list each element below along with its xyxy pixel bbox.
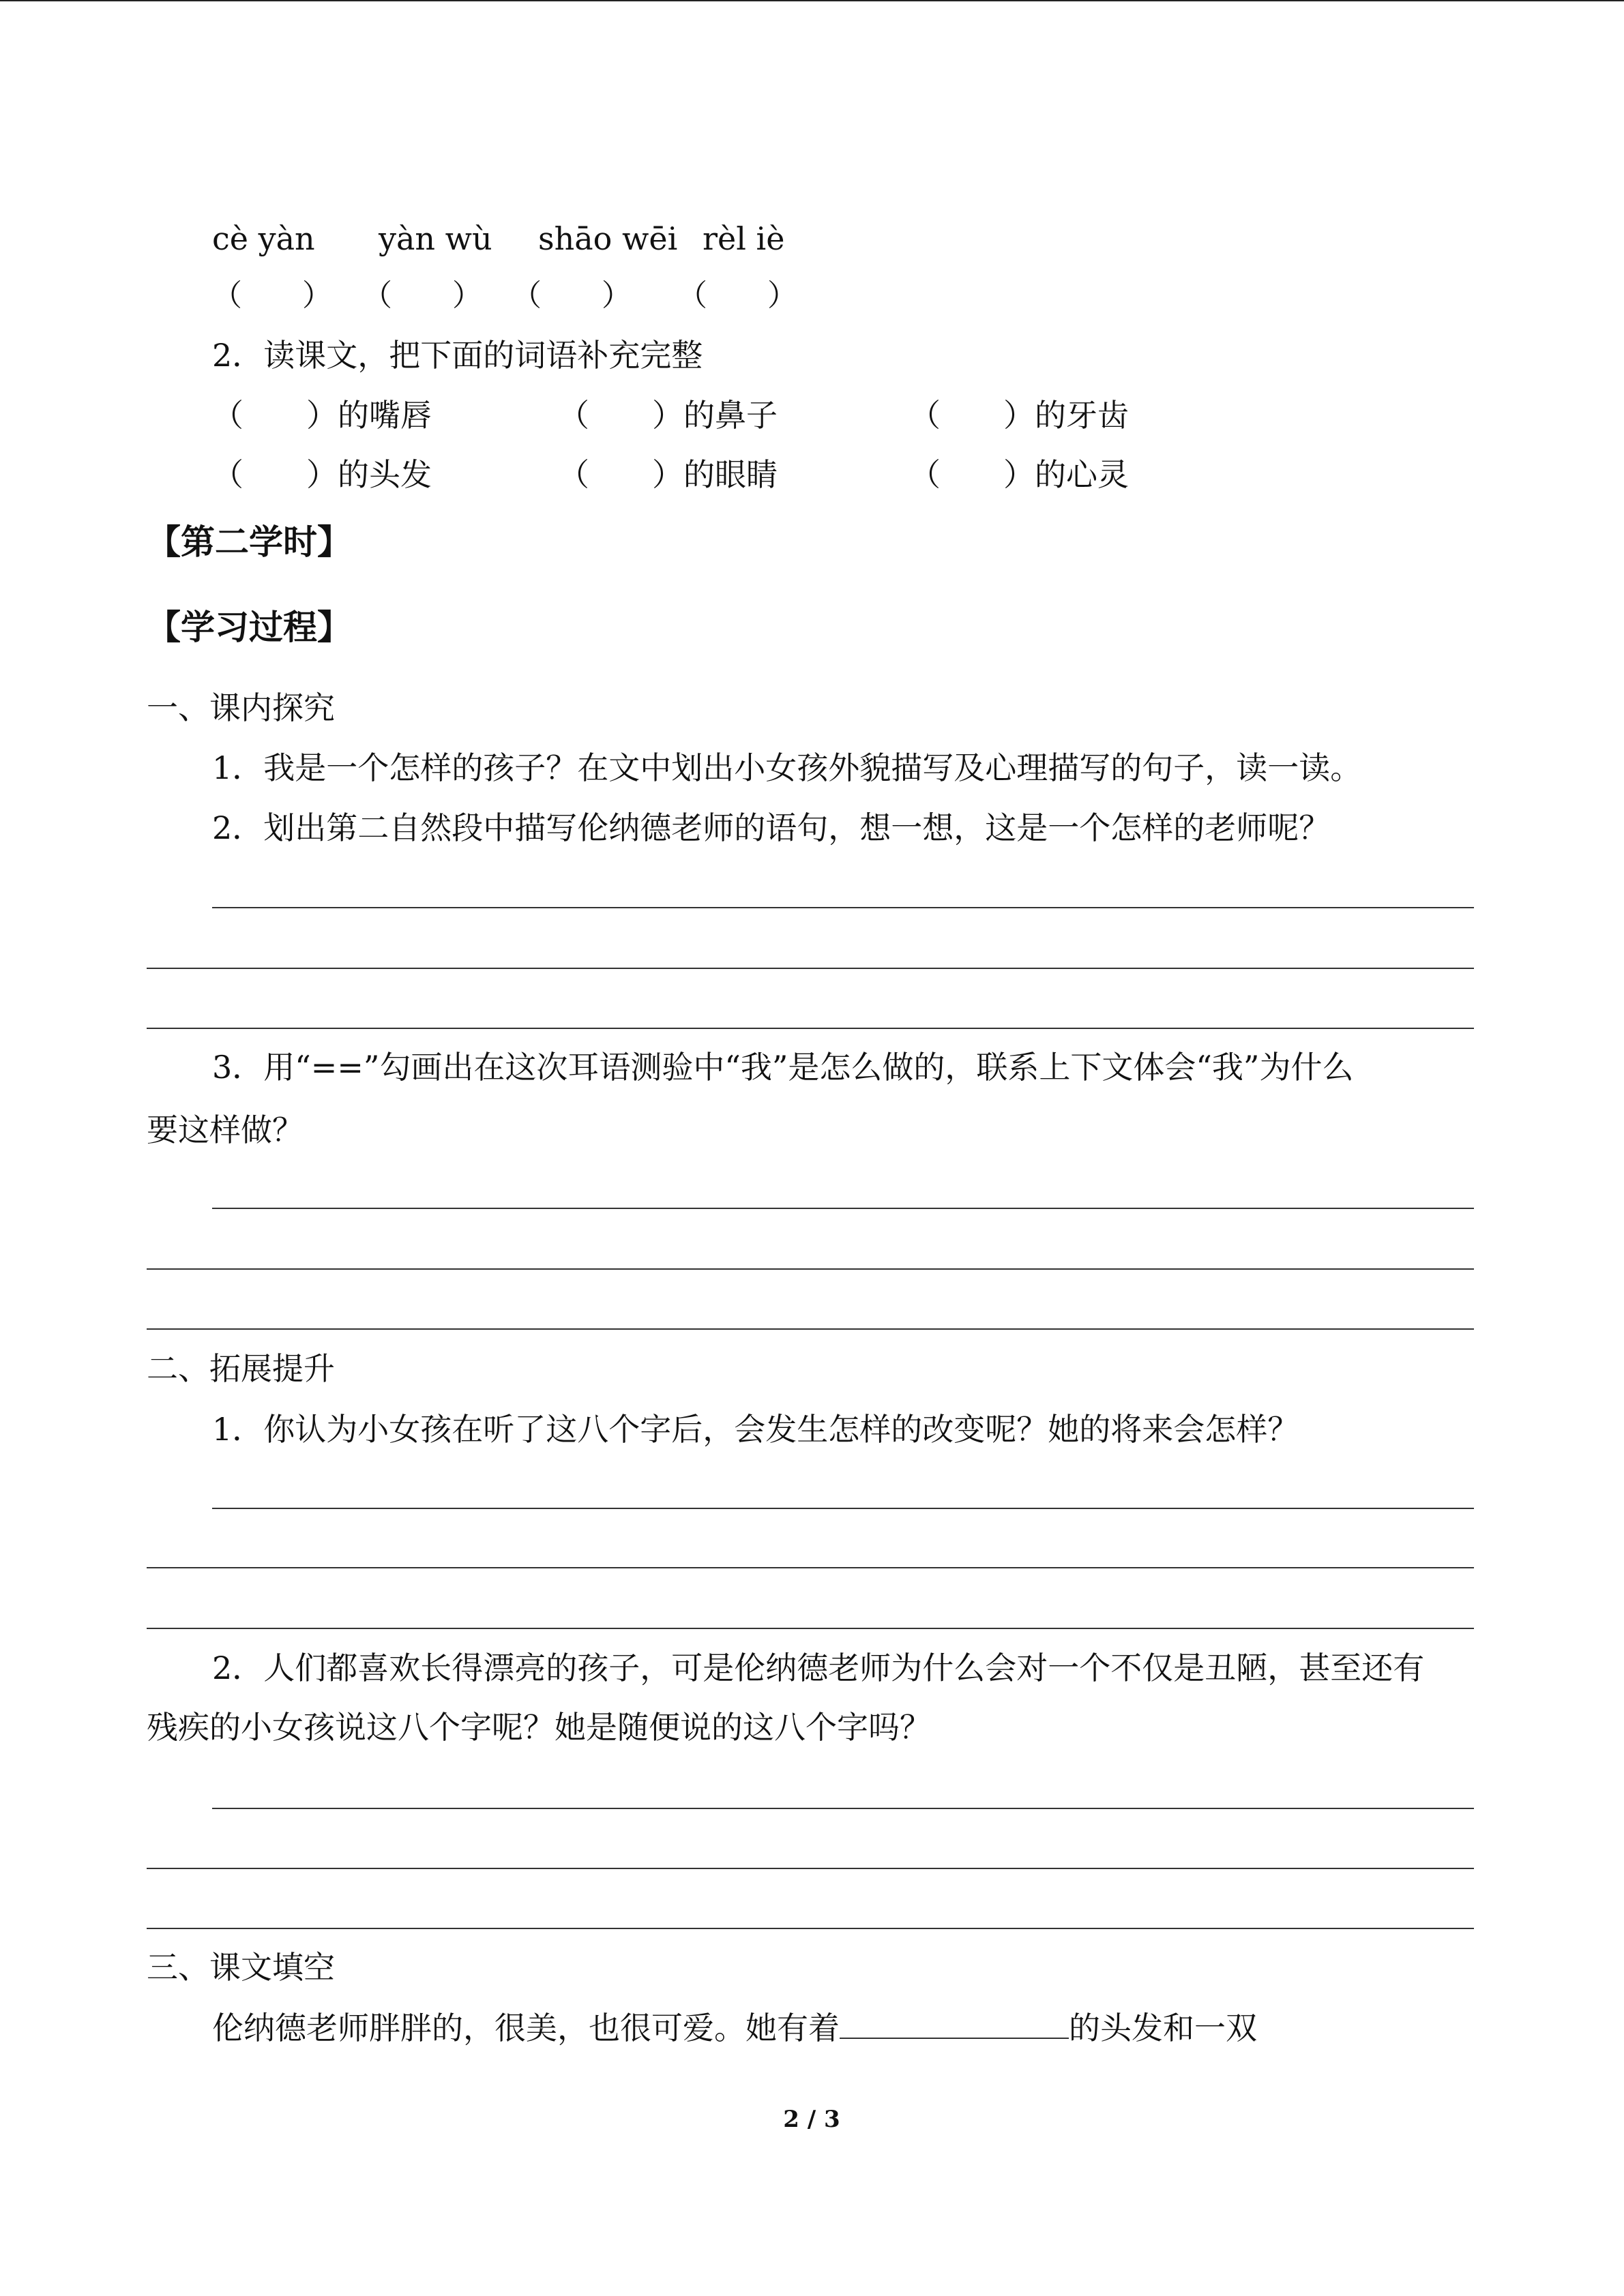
fill-word-nose[interactable]: （ ）的鼻子 [558, 397, 778, 434]
section-1-question-1: 1．我是一个怎样的孩子？在文中划出小女孩外貌描写及心理描写的句子，读一读。 [212, 749, 1362, 786]
section-1-title: 一、课内探究 [147, 689, 335, 726]
section-1-question-3-line-2: 要这样做？ [147, 1112, 304, 1148]
section-2-question-2-line-1: 2．人们都喜欢长得漂亮的孩子，可是伦纳德老师为什么会对一个不仅是丑陋，甚至还有 [212, 1650, 1425, 1686]
section-2-question-2-line-2: 残疾的小女孩说这八个字呢？她是随便说的这八个字吗？ [147, 1709, 931, 1746]
heading-learning-process: 【学习过程】 [147, 607, 351, 647]
answer-line[interactable] [212, 1808, 1474, 1809]
heading-second-lesson: 【第二学时】 [147, 522, 351, 562]
section-1-question-2: 2．划出第二自然段中描写伦纳德老师的语句，想一想，这是一个怎样的老师呢？ [212, 809, 1331, 846]
answer-line[interactable] [147, 1028, 1474, 1029]
section-1-question-3-line-1: 3．用“==”勾画出在这次耳语测验中“我”是怎么做的，联系上下文体会“我”为什么 [212, 1049, 1354, 1086]
pinyin-answer-blank-3[interactable]: （ ） [512, 278, 632, 313]
fill-word-lips[interactable]: （ ）的嘴唇 [212, 397, 432, 434]
pinyin-answer-blank-4[interactable]: （ ） [677, 278, 797, 313]
section-2-question-1: 1．你认为小女孩在听了这八个字后，会发生怎样的改变呢？她的将来会怎样？ [212, 1411, 1299, 1448]
question-2-title: 2．读课文，把下面的词语补充完整 [212, 337, 703, 374]
fill-word-eyes[interactable]: （ ）的眼睛 [558, 456, 778, 493]
pinyin-answer-blank-2[interactable]: （ ） [362, 278, 482, 313]
page-number: 2 / 3 [783, 2106, 840, 2133]
answer-line[interactable] [212, 1208, 1474, 1209]
fill-blank-hair[interactable] [840, 2008, 1069, 2039]
fill-word-hair[interactable]: （ ）的头发 [212, 456, 432, 493]
fill-word-teeth[interactable]: （ ）的牙齿 [909, 397, 1129, 434]
pinyin-3: shāo wēi [538, 220, 678, 257]
section-3-fill-text [212, 2008, 1257, 2048]
answer-line[interactable] [147, 1567, 1474, 1568]
fill-text-before: 伦纳德老师胖胖的，很美，也很可爱。她有着 [212, 2010, 840, 2046]
fill-text-after: 的头发和一双 [1069, 2010, 1257, 2046]
pinyin-2: yàn wù [379, 220, 492, 257]
pinyin-4: rèl iè [703, 220, 785, 257]
answer-line[interactable] [212, 1508, 1474, 1509]
section-2-title: 二、拓展提升 [147, 1350, 335, 1387]
pinyin-answer-blank-1[interactable]: （ ） [212, 278, 332, 313]
top-border [0, 0, 1624, 1]
answer-line[interactable] [147, 1328, 1474, 1330]
answer-line[interactable] [147, 1628, 1474, 1629]
answer-line[interactable] [212, 907, 1474, 908]
answer-line[interactable] [147, 968, 1474, 969]
fill-word-heart[interactable]: （ ）的心灵 [909, 456, 1129, 493]
section-3-title: 三、课文填空 [147, 1949, 335, 1986]
pinyin-1: cè yàn [212, 220, 315, 257]
answer-line[interactable] [147, 1928, 1474, 1929]
answer-line[interactable] [147, 1868, 1474, 1869]
answer-line[interactable] [147, 1268, 1474, 1270]
